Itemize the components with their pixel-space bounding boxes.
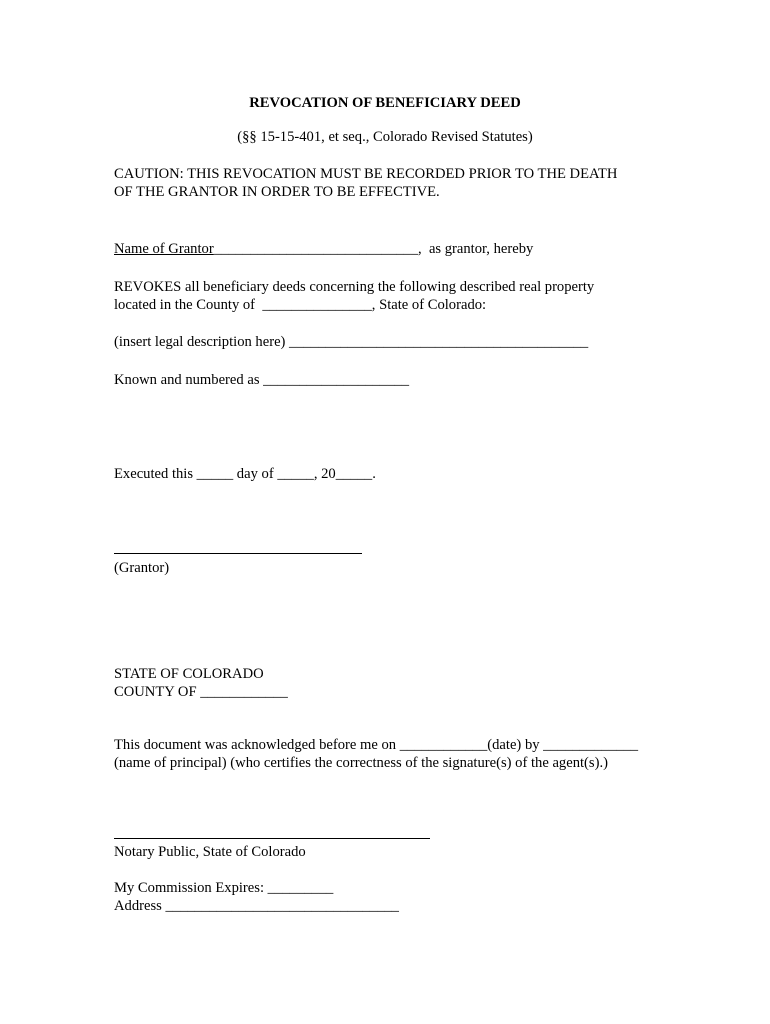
notary-signature-line[interactable] (114, 838, 430, 839)
grantor-name-blank[interactable]: ____________________________ (213, 241, 418, 257)
known-as-line[interactable]: Known and numbered as ____________________ (114, 372, 410, 388)
statute-reference: (§§ 15-15-401, et seq., Colorado Revised Statutes) (237, 129, 533, 145)
executed-line[interactable]: Executed this _____ day of _____, 20_____. (114, 466, 376, 482)
grantor-signature-line[interactable] (114, 553, 362, 554)
revokes-line-2[interactable]: located in the County of _______________, State of Colorado: (114, 297, 487, 313)
grantor-suffix: , as grantor, hereby (418, 241, 534, 257)
notary-label: Notary Public, State of Colorado (114, 844, 306, 860)
commission-expires-line[interactable]: My Commission Expires: _________ (114, 880, 334, 896)
document-title: REVOCATION OF BENEFICIARY DEED (249, 95, 521, 111)
caution-line-2: OF THE GRANTOR IN ORDER TO BE EFFECTIVE. (114, 184, 440, 200)
county-line[interactable]: COUNTY OF ____________ (114, 684, 288, 700)
grantor-signature-label: (Grantor) (114, 560, 170, 576)
caution-line-1: CAUTION: THIS REVOCATION MUST BE RECORDED PRIOR TO THE DEATH (114, 166, 618, 182)
legal-description-line[interactable]: (insert legal description here) _________________________________________ (114, 334, 589, 350)
acknowledgment-line-2: (name of principal) (who certifies the correctness of the signature(s) of the agent(s).) (114, 755, 608, 771)
acknowledgment-line-1[interactable]: This document was acknowledged before me on ____________(date) by _____________ (114, 737, 639, 753)
grantor-label: Name of Grantor (114, 241, 214, 257)
revokes-line-1: REVOKES all beneficiary deeds concerning the following described real property (114, 279, 595, 295)
address-line[interactable]: Address ________________________________ (114, 898, 399, 914)
grantor-name-line (114, 240, 533, 258)
state-line: STATE OF COLORADO (114, 666, 264, 682)
